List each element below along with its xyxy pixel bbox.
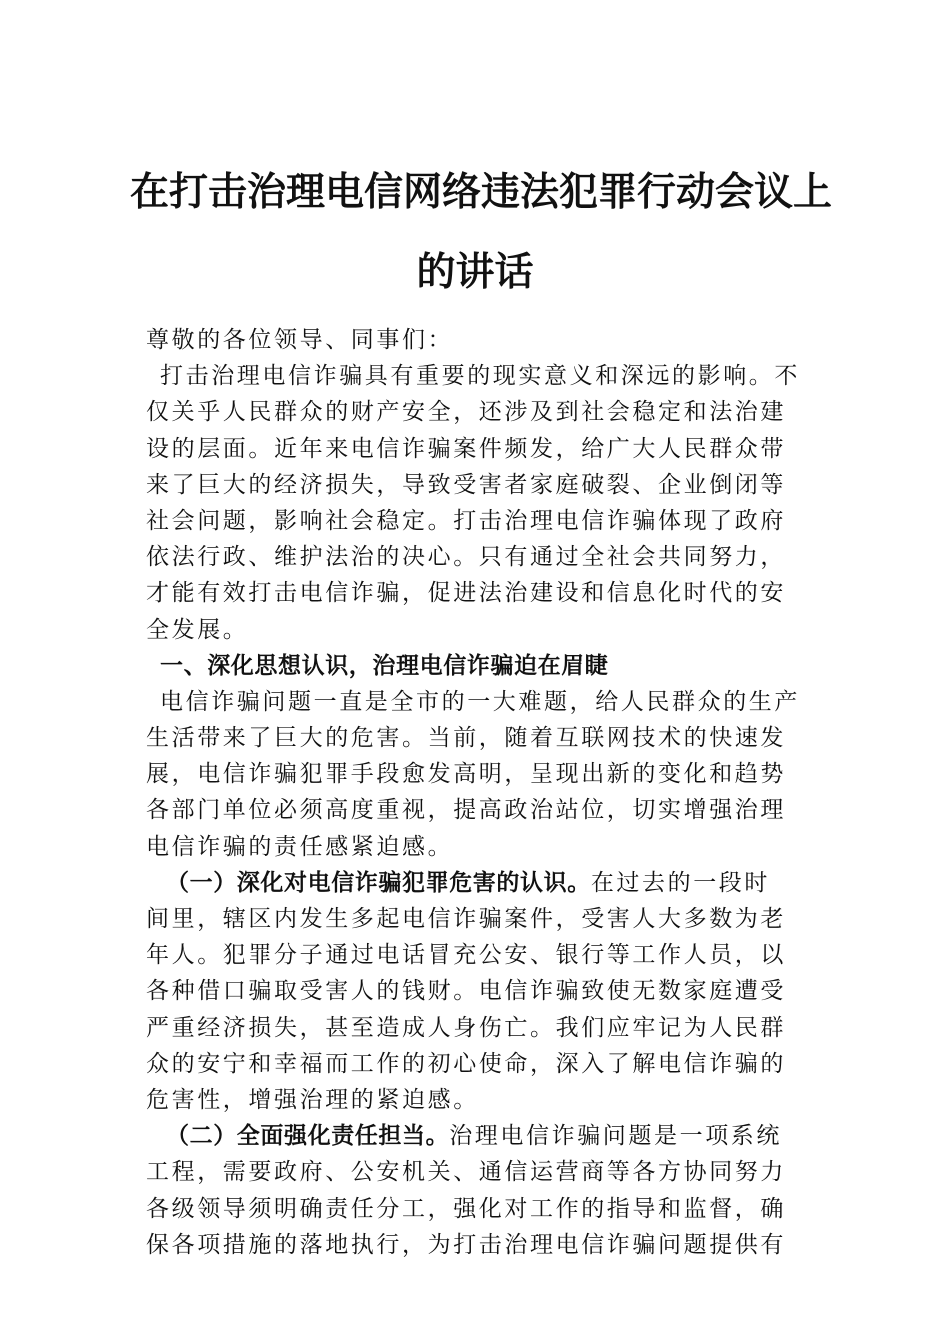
subsection-text: 治理电信诈骗问题是一项系统: [449, 1123, 783, 1150]
subsection-line: 年人。犯罪分子通过电话冒充公安、银行等工作人员，以: [146, 942, 786, 969]
intro-line: 依法行政、维护法治的决心。只有通过全社会共同努力，: [146, 544, 786, 571]
section-heading: 一、深化思想认识，治理电信诈骗迫在眉睫: [160, 652, 609, 679]
section-line: 展，电信诈骗犯罪手段愈发高明，呈现出新的变化和趋势: [146, 761, 786, 788]
subsection-line: 严重经济损失，甚至造成人身伤亡。我们应牢记为人民群: [146, 1014, 786, 1041]
document-body: [146, 322, 806, 1263]
intro-line: 来了巨大的经济损失，导致受害者家庭破裂、企业倒闭等: [146, 471, 786, 498]
subsection-line: 危害性，增强治理的紧迫感。: [146, 1086, 479, 1113]
intro-line: 仅关乎人民群众的财产安全，还涉及到社会稳定和法治建: [146, 399, 786, 426]
title-line: 在打击治理电信网络违法犯罪行动会议上: [130, 169, 833, 215]
intro-line: 打击治理电信诈骗具有重要的现实意义和深远的影响。不: [160, 363, 800, 390]
subsection-lead: （二）全面强化责任担当。: [166, 1123, 450, 1150]
subsection-text: 在过去的一段时: [590, 869, 771, 896]
subsection-line: 各种借口骗取受害人的钱财。电信诈骗致使无数家庭遭受: [146, 978, 786, 1005]
subsection-first-line: [146, 1118, 806, 1154]
subsection-line: 众的安宁和幸福而工作的初心使命，深入了解电信诈骗的: [146, 1050, 786, 1077]
greeting: 尊敬的各位领导、同事们：: [146, 327, 454, 353]
section-line: 各部门单位必须高度重视，提高政治站位，切实增强治理: [146, 797, 786, 824]
section-line: 生活带来了巨大的危害。当前，随着互联网技术的快速发: [146, 725, 786, 752]
subsection-lead: （一）深化对电信诈骗犯罪危害的认识。: [166, 869, 591, 896]
title-line: 的讲话: [416, 249, 534, 295]
section-line: 电信诈骗问题一直是全市的一大难题，给人民群众的生产: [160, 688, 800, 715]
section-line: 电信诈骗的责任感紧迫感。: [146, 833, 454, 860]
subsection-line: 工程，需要政府、公安机关、通信运营商等各方协同努力: [146, 1159, 786, 1186]
subsection-line: 各级领导须明确责任分工，强化对工作的指导和监督，确: [146, 1195, 786, 1222]
subsection-line: 间里，辖区内发生多起电信诈骗案件，受害人大多数为老: [146, 906, 786, 932]
subsection-first-line: [146, 865, 806, 901]
subsection-line: 保各项措施的落地执行，为打击治理电信诈骗问题提供有: [146, 1231, 786, 1258]
intro-line: 社会问题，影响社会稳定。打击治理电信诈骗体现了政府: [146, 507, 786, 534]
document-title: [130, 152, 833, 312]
intro-line: 全发展。: [146, 616, 249, 643]
intro-line: 才能有效打击电信诈骗，促进法治建设和信息化时代的安: [146, 580, 786, 607]
intro-line: 设的层面。近年来电信诈骗案件频发，给广大人民群众带: [146, 435, 786, 462]
